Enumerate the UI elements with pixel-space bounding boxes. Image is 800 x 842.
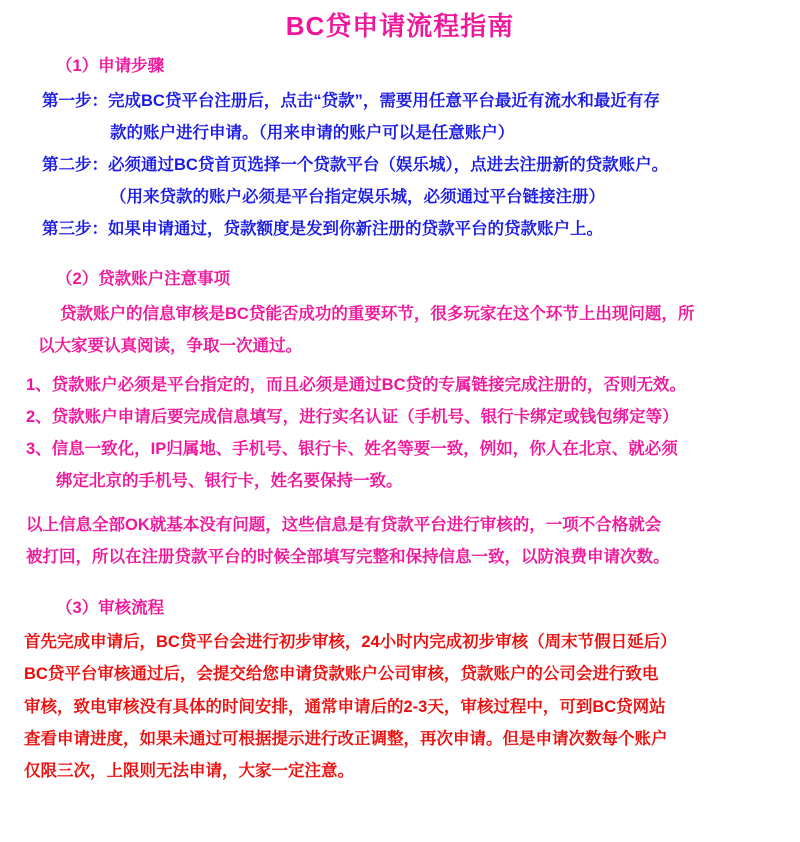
- notice-item-2: [16, 401, 784, 433]
- spacer-4: [16, 574, 784, 586]
- step-1-text: 完成BC贷平台注册后，点击“贷款”，需要用任意平台最近有流水和最近有存: [108, 91, 660, 110]
- section-3-heading: （3）审核流程: [56, 598, 165, 617]
- spacer-3: [16, 497, 784, 509]
- review-line-3: 审核，致电审核没有具体的时间安排，通常申请后的2-3天，审核过程中，可到BC贷网站: [24, 697, 666, 716]
- step-2-continuation: （用来贷款的账户必须是平台指定娱乐城，必须通过平台链接注册）: [110, 188, 605, 207]
- step-1: [16, 85, 784, 149]
- step-3-label: 第三步：: [42, 220, 108, 239]
- step-1-label: 第一步：: [42, 91, 108, 110]
- step-3-text: 如果申请通过，贷款额度是发到你新注册的贷款平台的贷款账户上。: [108, 220, 603, 239]
- step-2-text: 必须通过BC贷首页选择一个贷款平台（娱乐城），点进去注册新的贷款账户。: [108, 155, 669, 174]
- section-1-steps: [16, 85, 784, 246]
- notice-item-1: [16, 369, 784, 401]
- section-2-intro-line-1: 贷款账户的信息审核是BC贷能否成功的重要环节，很多玩家在这个环节上出现问题，所: [60, 305, 695, 324]
- section-1-heading: （1）申请步骤: [56, 56, 165, 75]
- section-2-items: [16, 369, 784, 498]
- step-2-label: 第二步：: [42, 155, 108, 174]
- section-2-intro: [16, 298, 784, 362]
- step-3: [16, 213, 784, 245]
- section-2-summary: [16, 509, 784, 573]
- section-2-intro-line-2: 以大家要认真阅读，争取一次通过。: [38, 337, 302, 356]
- notice-item-3: [16, 433, 784, 497]
- notice-item-3-text: 3、信息一致化，IP归属地、手机号、银行卡、姓名等要一致，例如，你人在北京、就必须: [26, 439, 678, 458]
- page-title: BC贷申请流程指南: [285, 11, 515, 41]
- summary-line-2: 被打回，所以在注册贷款平台的时候全部填写完整和保持信息一致，以防浪费申请次数。: [26, 548, 670, 567]
- notice-item-1-text: 1、贷款账户必须是平台指定的，而且必须是通过BC贷的专属链接完成注册的，否则无效。: [26, 375, 687, 394]
- step-2: [16, 149, 784, 213]
- document-page: [0, 10, 800, 842]
- review-line-5: 仅限三次，上限则无法申请，大家一定注意。: [24, 761, 354, 780]
- spacer-1: [16, 245, 784, 257]
- notice-item-3-continuation: 绑定北京的手机号、银行卡，姓名要保持一致。: [56, 472, 403, 491]
- summary-line-1: 以上信息全部OK就基本没有问题，这些信息是有贷款平台进行审核的，一项不合格就会: [26, 516, 662, 535]
- section-3-body: [16, 626, 784, 787]
- review-line-2: BC贷平台审核通过后，会提交给您申请贷款账户公司审核，贷款账户的公司会进行致电: [24, 665, 659, 684]
- review-line-4: 查看申请进度，如果未通过可根据提示进行改正调整，再次申请。但是申请次数每个账户: [24, 729, 668, 748]
- notice-item-2-text: 2、贷款账户申请后要完成信息填写，进行实名认证（手机号、银行卡绑定或钱包绑定等）: [26, 407, 679, 426]
- section-2-intro-paragraph: [16, 298, 784, 362]
- review-line-1: 首先完成申请后，BC贷平台会进行初步审核，24小时内完成初步审核（周末节假日延后）: [24, 633, 677, 652]
- step-1-continuation: 款的账户进行申请。（用来申请的账户可以是任意账户）: [110, 123, 515, 142]
- section-2-heading: （2）贷款账户注意事项: [56, 270, 231, 289]
